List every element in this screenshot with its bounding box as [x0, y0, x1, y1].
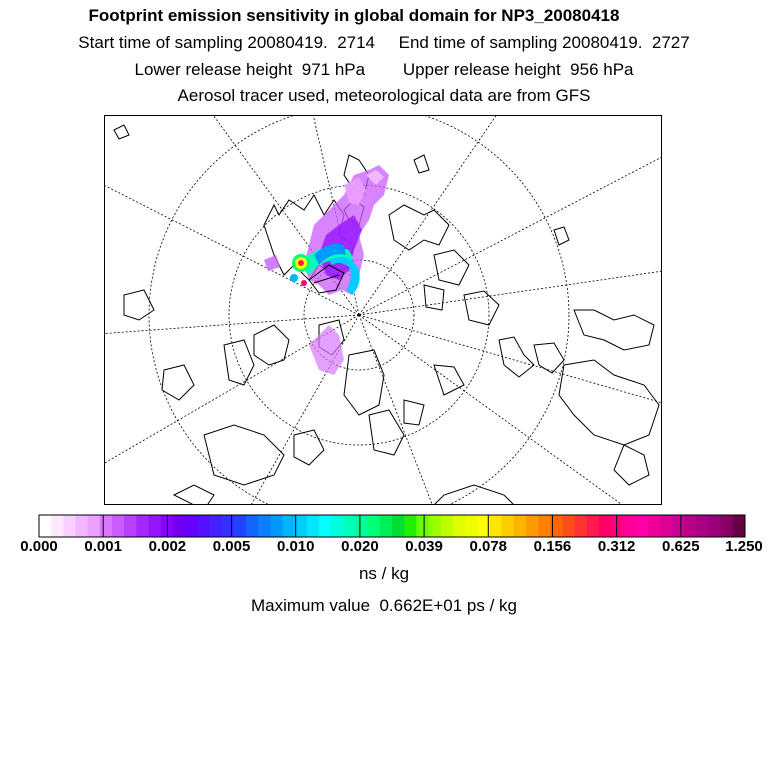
colorbar-swatch — [343, 515, 356, 537]
colorbar-swatch — [319, 515, 332, 537]
polar-map — [104, 115, 662, 505]
colorbar-tick-label: 1.250 — [725, 538, 763, 555]
colorbar-swatch — [197, 515, 210, 537]
release-height-line: Lower release height 971 hPa Upper release height 956 hPa — [134, 60, 634, 79]
colorbar-swatch — [392, 515, 405, 537]
colorbar-unit: ns / kg — [358, 564, 410, 583]
colorbar — [38, 514, 746, 538]
colorbar-swatch — [623, 515, 636, 537]
colorbar-tick-label: 0.001 — [84, 538, 122, 555]
colorbar-tick-label: 0.039 — [405, 538, 443, 555]
colorbar-swatch — [258, 515, 271, 537]
sensitivity-plume — [264, 165, 389, 375]
colorbar-swatch — [429, 515, 442, 537]
colorbar-swatch — [599, 515, 612, 537]
colorbar-swatch — [696, 515, 709, 537]
colorbar-swatch — [526, 515, 539, 537]
colorbar-swatch — [502, 515, 515, 537]
colorbar-swatch — [39, 515, 52, 537]
colorbar-swatch — [575, 515, 588, 537]
colorbar-swatch — [209, 515, 222, 537]
colorbar-swatch — [270, 515, 283, 537]
colorbar-swatch — [635, 515, 648, 537]
colorbar-tick-label: 0.020 — [341, 538, 379, 555]
colorbar-swatch — [173, 515, 186, 537]
colorbar-swatch — [100, 515, 113, 537]
colorbar-swatch — [124, 515, 137, 537]
colorbar-swatch — [222, 515, 235, 537]
colorbar-swatch — [465, 515, 478, 537]
maximum-value-label: Maximum value 0.662E+01 ps / kg — [251, 596, 517, 615]
colorbar-swatch — [380, 515, 393, 537]
figure-title: Footprint emission sensitivity in global domain for NP3_20080418 — [88, 6, 620, 25]
colorbar-tick-label: 0.078 — [469, 538, 508, 555]
tracer-info-line: Aerosol tracer used, meteorological data are from GFS — [177, 86, 591, 105]
colorbar-swatch — [538, 515, 551, 537]
colorbar-swatch — [441, 515, 454, 537]
colorbar-swatch — [112, 515, 125, 537]
colorbar-swatch — [149, 515, 162, 537]
colorbar-swatch — [733, 515, 746, 537]
colorbar-swatch — [660, 515, 673, 537]
colorbar-swatch — [88, 515, 101, 537]
colorbar-tick-label: 0.156 — [533, 538, 572, 555]
colorbar-swatch — [404, 515, 417, 537]
colorbar-swatch — [185, 515, 198, 537]
colorbar-swatch — [562, 515, 575, 537]
colorbar-swatch — [611, 515, 624, 537]
colorbar-swatch — [331, 515, 344, 537]
colorbar-swatch — [63, 515, 76, 537]
colorbar-swatch — [648, 515, 661, 537]
colorbar-swatch — [246, 515, 259, 537]
colorbar-swatch — [51, 515, 64, 537]
colorbar-swatch — [489, 515, 502, 537]
colorbar-tick-label: 0.625 — [662, 538, 700, 555]
colorbar-tick-label: 0.005 — [212, 538, 251, 555]
colorbar-swatch — [721, 515, 734, 537]
colorbar-swatch — [453, 515, 466, 537]
colorbar-swatch — [295, 515, 308, 537]
colorbar-swatch — [672, 515, 685, 537]
colorbar-tick-label: 0.002 — [148, 538, 187, 555]
colorbar-tick-label: 0.010 — [276, 538, 315, 555]
colorbar-swatch — [514, 515, 527, 537]
colorbar-tick-label: 0.000 — [20, 538, 58, 555]
sampling-time-line: Start time of sampling 20080419. 2714 End time of sampling 20080419. 2727 — [78, 33, 690, 52]
colorbar-swatch — [355, 515, 368, 537]
colorbar-swatch — [684, 515, 697, 537]
colorbar-swatch — [587, 515, 600, 537]
colorbar-swatch — [234, 515, 247, 537]
colorbar-swatch — [368, 515, 381, 537]
colorbar-swatch — [136, 515, 149, 537]
colorbar-swatch — [708, 515, 721, 537]
colorbar-swatch — [282, 515, 295, 537]
colorbar-swatch — [307, 515, 320, 537]
colorbar-swatch — [76, 515, 89, 537]
colorbar-swatch — [416, 515, 429, 537]
colorbar-tick-label: 0.312 — [597, 538, 636, 555]
